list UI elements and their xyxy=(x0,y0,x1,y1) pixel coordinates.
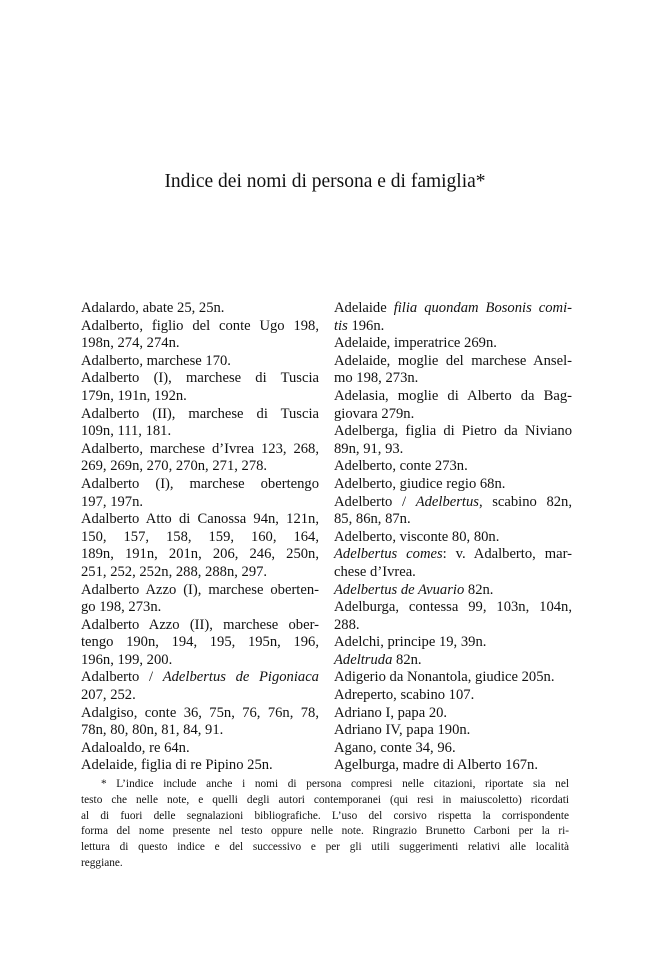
entry-line xyxy=(334,563,572,582)
index-entry xyxy=(81,353,319,371)
entry-line xyxy=(81,475,319,494)
entry-line xyxy=(81,300,319,318)
entry-line xyxy=(334,757,572,775)
entry-line xyxy=(334,616,572,635)
entry-text: Adelaide xyxy=(334,300,394,316)
entry-text: mo 198, 273n. xyxy=(334,370,419,387)
entry-text: , scabino 82n, xyxy=(478,493,572,510)
index-entry xyxy=(334,388,572,423)
entry-text: Adalberto Azzo (II), marchese ober- xyxy=(81,616,319,633)
entry-text-italic: Adelbertus xyxy=(415,493,479,510)
entry-line xyxy=(81,739,319,758)
entry-line xyxy=(334,458,572,476)
index-entry xyxy=(334,335,572,353)
entry-text-italic: Adeltruda xyxy=(334,651,393,668)
entry-text: 85, 86n, 87n. xyxy=(334,511,411,528)
entry-line xyxy=(334,581,572,600)
entry-text: 189n, 191n, 201n, 206, 246, 250n, xyxy=(81,546,319,563)
index-entry xyxy=(334,652,572,670)
entry-line xyxy=(81,704,319,723)
entry-text: tengo 190n, 194, 195, 195n, 196, xyxy=(81,634,319,651)
entry-line xyxy=(334,669,572,687)
entry-text: 197, 197n. xyxy=(81,493,144,510)
entry-line xyxy=(81,405,319,424)
entry-line xyxy=(334,739,572,758)
entry-text: 82n. xyxy=(464,581,494,598)
entry-text: Agelburga, madre di Alberto 167n. xyxy=(334,757,538,774)
index-entry xyxy=(81,406,319,441)
index-entry xyxy=(81,476,319,511)
index-entry xyxy=(334,687,572,705)
entry-text: 196n, 199, 200. xyxy=(81,651,173,668)
entry-line xyxy=(81,687,319,705)
entry-text: 198n, 274, 274n. xyxy=(81,335,180,352)
entry-line xyxy=(81,423,319,441)
index-entry xyxy=(334,705,572,723)
entry-text: Adelberto, conte 273n. xyxy=(334,458,468,475)
entry-text: go 198, 273n. xyxy=(81,599,162,616)
entry-text: Adalberto, marchese d’Ivrea 123, 268, xyxy=(81,440,319,457)
entry-text: Adelberto, giudice regio 68n. xyxy=(334,475,506,492)
entry-line xyxy=(334,352,572,371)
entry-line xyxy=(81,563,319,582)
index-entry xyxy=(81,441,319,476)
index-entry xyxy=(334,599,572,634)
entry-text: Adriano I, papa 20. xyxy=(334,704,448,721)
footnote-line: * L’indice include anche i nomi di persona compresi nelle citazioni, riportate sia nel xyxy=(101,778,569,790)
entry-text: Adriano IV, papa 190n. xyxy=(334,722,471,739)
entry-line xyxy=(334,493,572,512)
entry-line xyxy=(81,722,319,740)
entry-line xyxy=(81,546,319,564)
index-entry xyxy=(81,669,319,704)
entry-text: 269, 269n, 270, 270n, 271, 278. xyxy=(81,458,268,475)
entry-text: Adelaide, moglie del marchese Ansel- xyxy=(334,352,572,369)
index-entry xyxy=(81,757,319,775)
entry-line xyxy=(334,475,572,494)
entry-text: 288. xyxy=(334,616,360,633)
entry-line xyxy=(334,634,572,652)
entry-text: Adreperto, scabino 107. xyxy=(334,687,475,704)
index-column-left xyxy=(81,300,319,775)
entry-line xyxy=(81,335,319,353)
index-entry xyxy=(334,458,572,476)
entry-text: 82n. xyxy=(392,651,422,668)
entry-text-italic: filia quondam Bosonis comi- xyxy=(393,300,572,316)
entry-text: Adalberto (II), marchese di Tuscia xyxy=(81,405,319,422)
index-entry xyxy=(81,318,319,353)
page-title: Indice dei nomi di persona e di famiglia* xyxy=(164,171,486,192)
entry-line xyxy=(81,440,319,459)
entry-line xyxy=(81,458,319,476)
entry-text: Adelburga, contessa 99, 103n, 104n, xyxy=(334,599,572,616)
entry-line xyxy=(81,581,319,600)
footnote-line: lettura di questo indice e del successivo e per gli utili suggerimenti relativi alle località xyxy=(81,841,569,854)
index-entry xyxy=(334,494,572,529)
index-entry xyxy=(334,546,572,581)
entry-line xyxy=(334,651,572,670)
entry-line xyxy=(334,546,572,564)
index-entry xyxy=(81,370,319,405)
index-entry xyxy=(334,634,572,652)
footnote xyxy=(81,777,569,872)
footnote-line: al di fuori delle segnalazioni bibliografiche. L’uso del corsivo rispetta la corrispondente xyxy=(81,809,569,822)
entry-line xyxy=(334,405,572,424)
entry-text: Adelaide, figlia di re Pipino 25n. xyxy=(81,757,273,774)
entry-text: giovara 279n. xyxy=(334,405,415,422)
entry-line xyxy=(334,687,572,705)
index-entry xyxy=(81,300,319,318)
entry-line xyxy=(334,300,572,318)
entry-text: Adaloaldo, re 64n. xyxy=(81,739,190,756)
entry-line xyxy=(81,757,319,775)
entry-text: 150, 157, 158, 159, 160, 164, xyxy=(81,528,319,545)
entry-text: chese d’Ivrea. xyxy=(334,563,416,580)
entry-line xyxy=(81,511,319,529)
index-entry xyxy=(81,617,319,670)
entry-text: Agano, conte 34, 96. xyxy=(334,739,456,756)
entry-line xyxy=(81,651,319,670)
index-entry xyxy=(81,705,319,740)
entry-text-italic: Adelbertus de Avuario xyxy=(334,581,465,598)
entry-line xyxy=(334,511,572,529)
entry-text: Adalberto, figlio del conte Ugo 198, xyxy=(81,317,319,334)
index-entry xyxy=(334,353,572,388)
index-entry xyxy=(334,740,572,758)
entry-text: 179n, 191n, 192n. xyxy=(81,387,187,404)
entry-line xyxy=(334,704,572,723)
index-entry xyxy=(334,669,572,687)
entry-text: Adalberto (I), marchese obertengo xyxy=(81,475,319,492)
entry-text: Adalberto Atto di Canossa 94n, 121n, xyxy=(81,511,319,528)
entry-text: Adalberto Azzo (I), marchese oberten- xyxy=(81,581,319,598)
entry-text: 196n. xyxy=(347,317,385,334)
entry-line xyxy=(334,722,572,740)
index-entry xyxy=(334,476,572,494)
index-column-right xyxy=(334,300,572,775)
entry-line xyxy=(334,423,572,441)
index-entry xyxy=(81,582,319,617)
entry-text-italic: tis xyxy=(334,317,348,334)
entry-line xyxy=(81,370,319,388)
entry-line xyxy=(334,317,572,336)
index-entry xyxy=(334,722,572,740)
entry-line xyxy=(81,528,319,547)
footnote-line: forma del nome presente nel testo oppure nelle note. Ringrazio Brunetto Carboni per la ri- xyxy=(81,825,569,838)
entry-line xyxy=(81,317,319,336)
entry-text-italic: Adelbertus comes xyxy=(334,546,443,563)
entry-line xyxy=(81,493,319,512)
entry-text: Adalardo, abate 25, 25n. xyxy=(81,300,225,316)
index-entry xyxy=(334,529,572,547)
index-entry xyxy=(334,582,572,600)
entry-line xyxy=(334,599,572,617)
entry-text: Adelaide, imperatrice 269n. xyxy=(334,335,497,352)
entry-text: Adelchi, principe 19, 39n. xyxy=(334,634,487,651)
entry-line xyxy=(334,528,572,547)
entry-text: 89n, 91, 93. xyxy=(334,440,404,457)
entry-line xyxy=(81,599,319,617)
entry-line xyxy=(81,352,319,371)
entry-line xyxy=(81,387,319,406)
entry-text: Adelberto / xyxy=(334,493,416,510)
entry-line xyxy=(334,440,572,459)
entry-text: Adelasia, moglie di Alberto da Bag- xyxy=(334,387,572,404)
index-entry xyxy=(334,423,572,458)
entry-text: Adigerio da Nonantola, giudice 205n. xyxy=(334,669,555,686)
footnote-line: testo che nelle note, e quelli degli autori contemporanei (qui resi in maiuscoletto) ricordati xyxy=(81,793,569,806)
entry-text: Adalberto, marchese 170. xyxy=(81,352,231,369)
entry-line xyxy=(334,387,572,406)
entry-text: Adelberto, visconte 80, 80n. xyxy=(334,528,500,545)
index-entry xyxy=(81,511,319,581)
entry-line xyxy=(334,335,572,353)
entry-line xyxy=(81,616,319,635)
entry-line xyxy=(334,370,572,388)
entry-text: Adalgiso, conte 36, 75n, 76, 76n, 78, xyxy=(81,704,319,721)
entry-text: 78n, 80, 80n, 81, 84, 91. xyxy=(81,722,224,739)
entry-text: 109n, 111, 181. xyxy=(81,423,172,440)
entry-line xyxy=(81,634,319,652)
entry-text: : v. Adalberto, mar- xyxy=(442,546,572,563)
entry-text: 251, 252, 252n, 288, 288n, 297. xyxy=(81,563,268,580)
entry-text: Adalberto (I), marchese di Tuscia xyxy=(81,370,319,387)
entry-text: 207, 252. xyxy=(81,687,136,704)
entry-text: Adelberga, figlia di Pietro da Niviano xyxy=(334,423,572,440)
index-entry xyxy=(334,757,572,775)
entry-line xyxy=(81,669,319,687)
index-entry xyxy=(334,300,572,335)
footnote-line: reggiane. xyxy=(81,856,123,869)
index-entry xyxy=(81,740,319,758)
entry-text: Adalberto / xyxy=(81,669,163,686)
entry-text-italic: Adelbertus de Pigoniaca xyxy=(162,669,319,686)
